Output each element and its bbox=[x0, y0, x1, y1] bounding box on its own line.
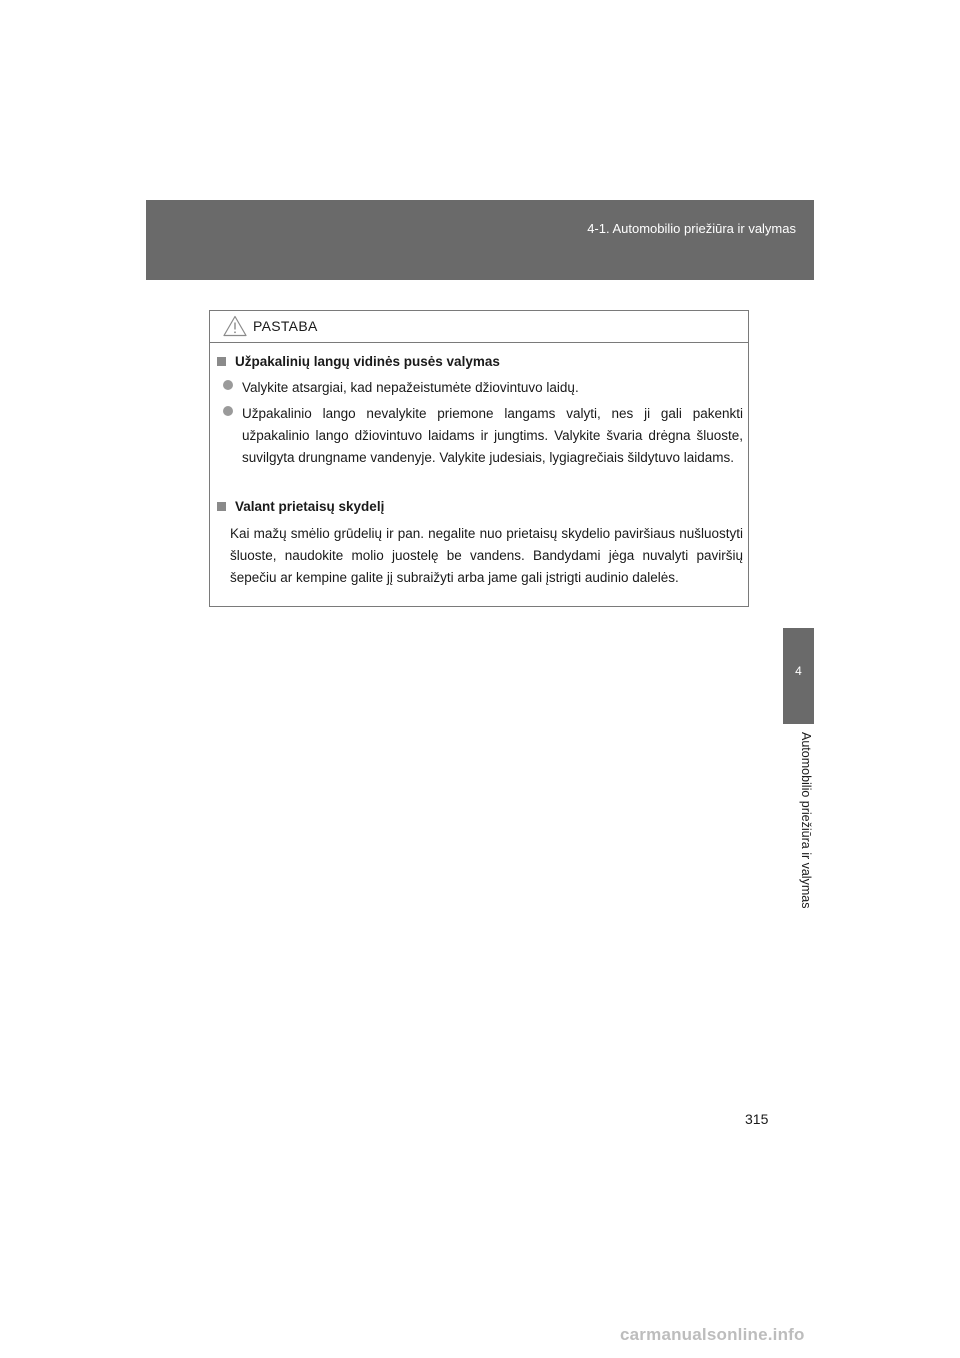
section-heading bbox=[217, 499, 384, 514]
item-text: Valykite atsargiai, kad nepažeistumėte džiovintuvo laidų. bbox=[242, 380, 579, 395]
watermark: carmanualsonline.info bbox=[620, 1325, 805, 1344]
caution-header bbox=[210, 311, 748, 343]
list-item bbox=[223, 377, 743, 399]
heading-text: Valant prietaisų skydelį bbox=[235, 499, 385, 514]
section-title: 4-1. Automobilio priežiūra ir valymas bbox=[587, 221, 796, 236]
caution-box bbox=[209, 310, 749, 607]
chapter-tab bbox=[783, 628, 814, 724]
heading-text: Užpakalinių langų vidinės pusės valymas bbox=[235, 354, 500, 369]
circle-bullet-icon bbox=[223, 380, 233, 390]
square-bullet-icon bbox=[217, 502, 226, 511]
circle-bullet-icon bbox=[223, 406, 233, 416]
warning-icon bbox=[223, 315, 247, 337]
chapter-side-label bbox=[798, 732, 812, 942]
page-number: 315 bbox=[745, 1111, 769, 1127]
list-item bbox=[223, 403, 743, 469]
square-bullet-icon bbox=[217, 357, 226, 366]
paragraph: Kai mažų smėlio grūdelių ir pan. negalite nuo prietaisų skydelio paviršiaus nušluostyti šluoste, naudokite molio juostelę be vandens. Bandydami jėga nuvalyti paviršių šepečiu ar kempine galite jį subraižyti arba jame gali įstrigti audinio dalelės. bbox=[230, 526, 743, 585]
chapter-number: 4 bbox=[795, 664, 802, 678]
section-heading bbox=[217, 354, 500, 369]
header-band bbox=[146, 200, 814, 280]
item-text: Užpakalinio lango nevalykite priemone langams valyti, nes ji gali pakenkti užpakalinio lango džiovintuvo laidams ir jungtims. Valykite švaria drėgna šluoste, suvilgyta drungname vandenyje. Valykite judesiais, lygiagrečiais šildytuvo laidams. bbox=[242, 406, 743, 465]
caution-title: PASTABA bbox=[253, 318, 318, 334]
chapter-label-text: Automobilio priežiūra ir valymas bbox=[799, 732, 813, 909]
